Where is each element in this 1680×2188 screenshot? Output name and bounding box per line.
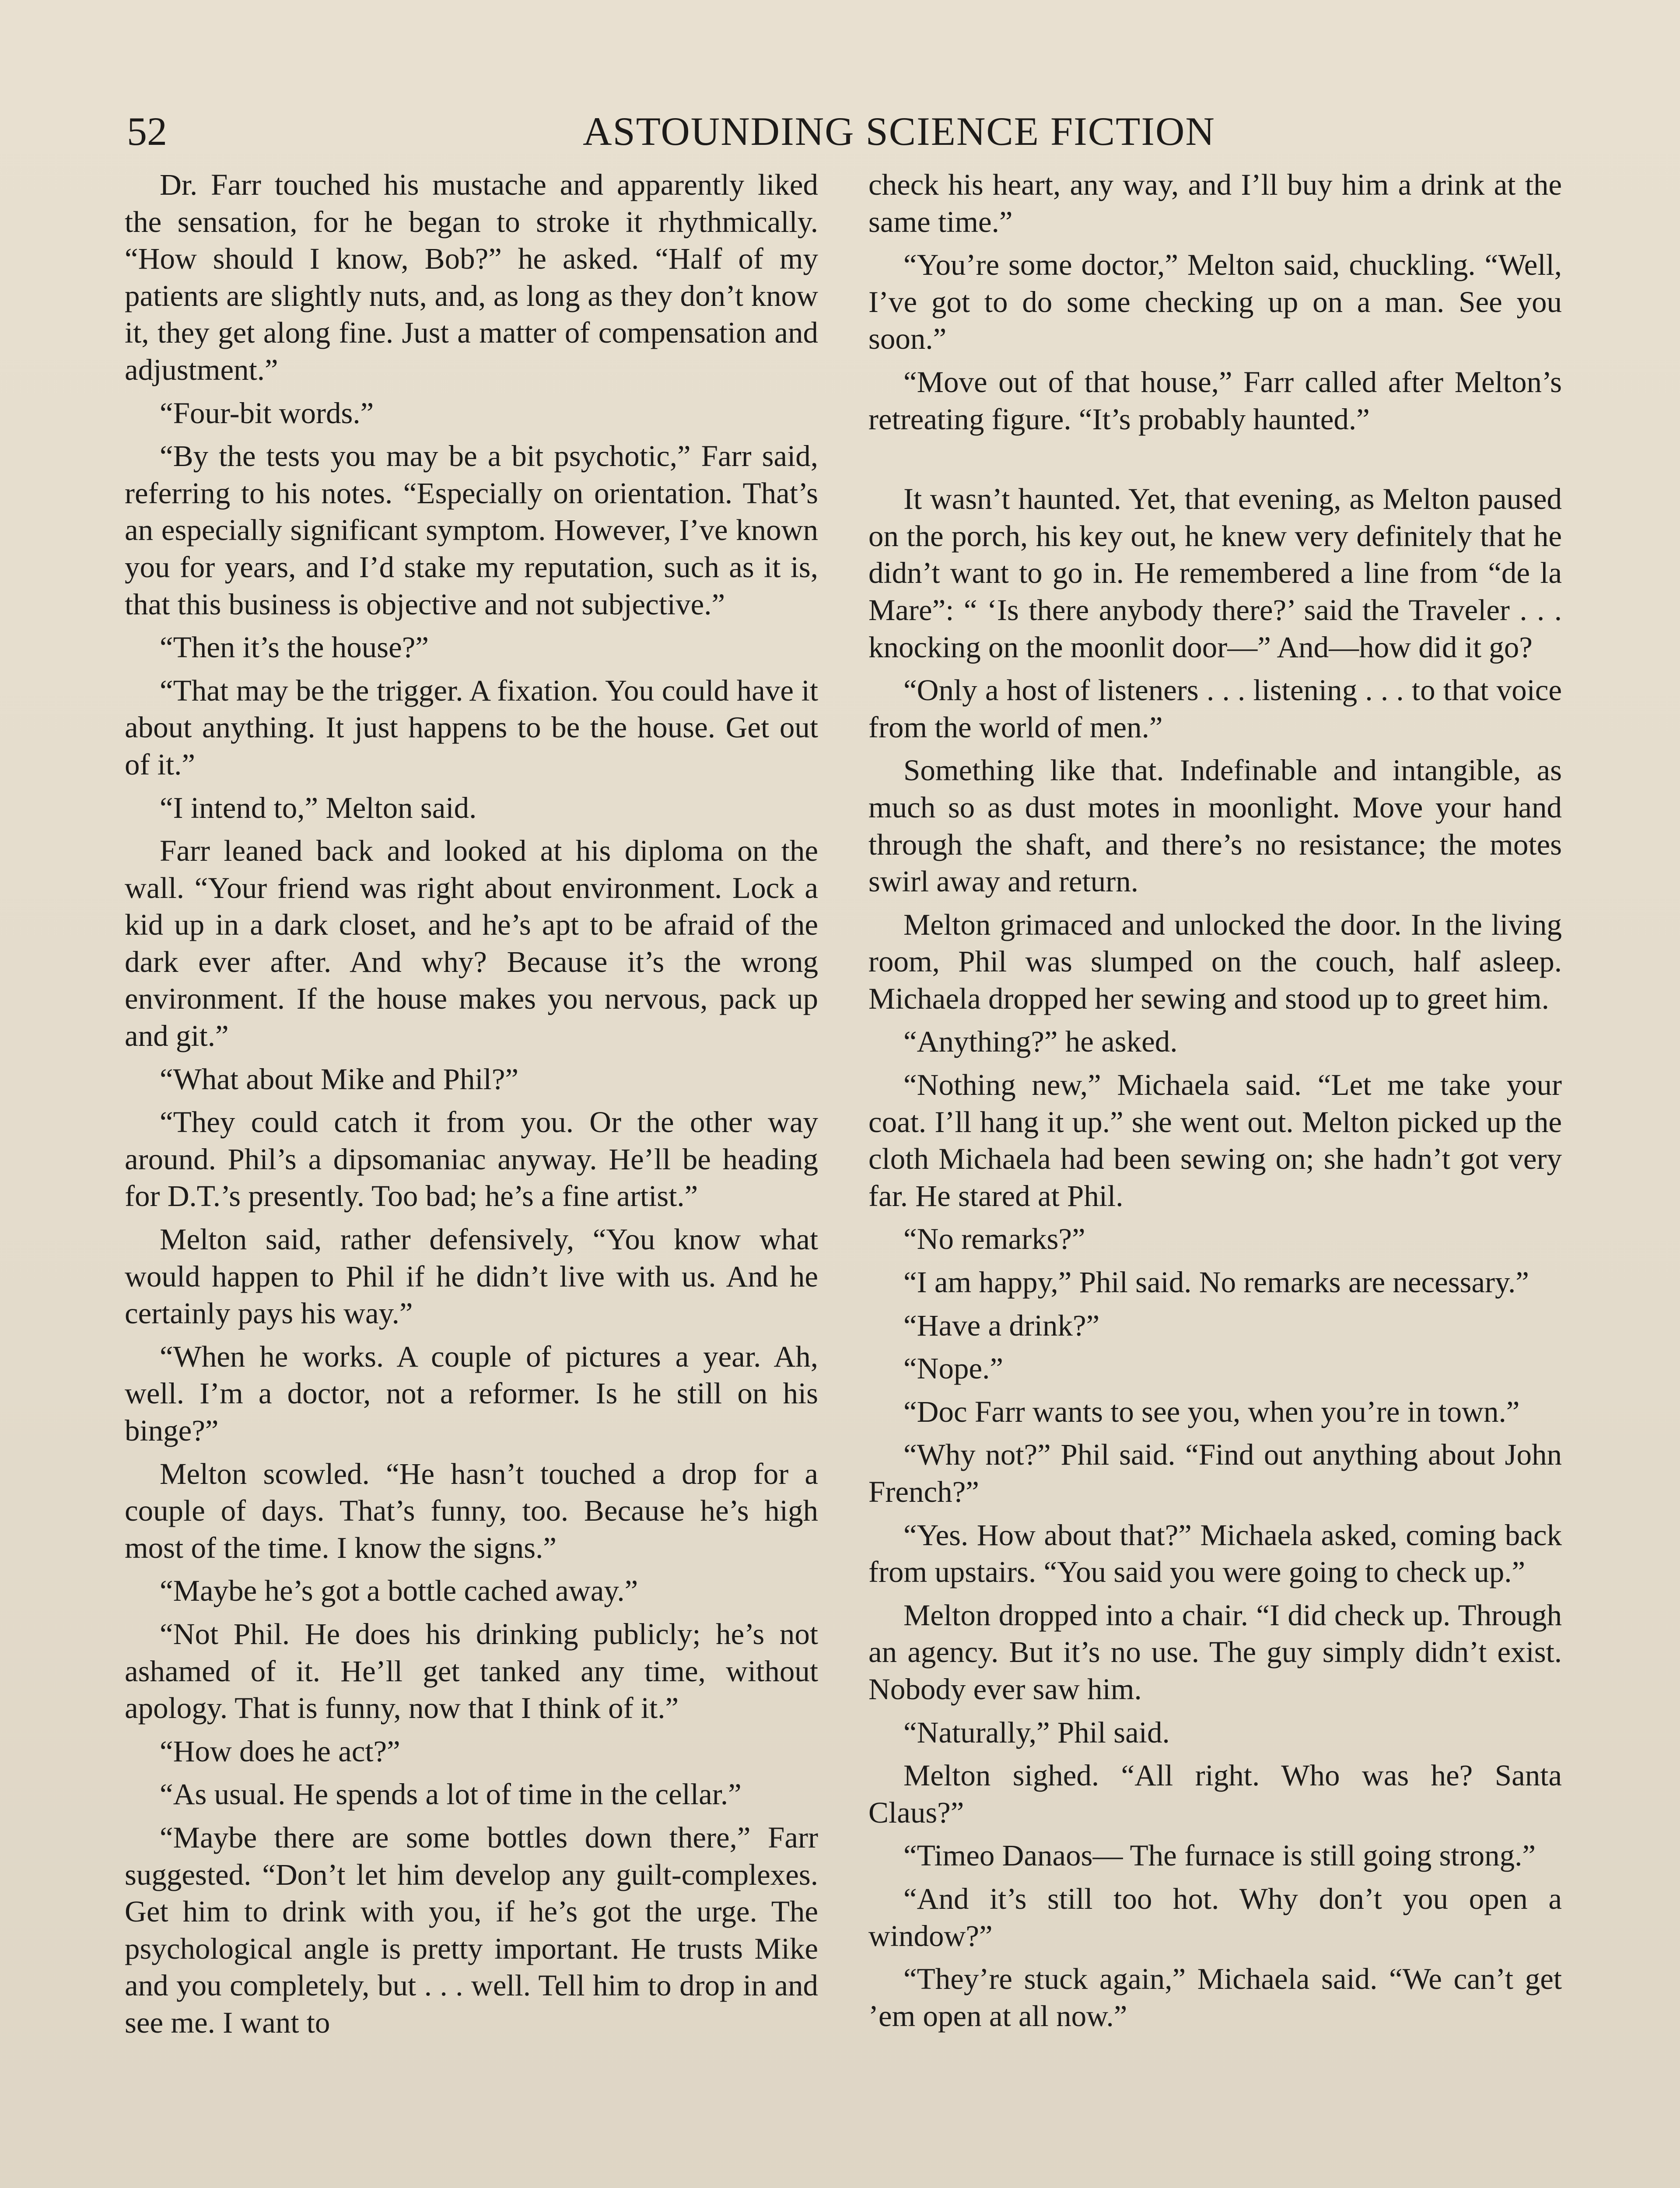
left-column bbox=[125, 166, 818, 2048]
paragraph: “Naturally,” Phil said. bbox=[903, 1715, 1170, 1749]
paragraph: “Maybe he’s got a bottle cached away.” bbox=[160, 1574, 638, 1608]
paragraph: “I intend to,” Melton said. bbox=[160, 791, 477, 824]
paragraph: Melton grimaced and unlocked the door. In the living room, Phil was slumped on the couch, half asleep. Michaela dropped her sewing and stood up to greet him. bbox=[868, 908, 1562, 1015]
paragraph: “How does he act?” bbox=[160, 1734, 400, 1768]
paragraph: “They’re stuck again,” Michaela said. “We can’t get ’em open at all now.” bbox=[868, 1962, 1562, 2033]
paragraph: “Yes. How about that?” Michaela asked, coming back from upstairs. “You said you were going to check up.” bbox=[868, 1518, 1562, 1589]
paragraph: “I am happy,” Phil said. No remarks are necessary.” bbox=[903, 1266, 1529, 1299]
paragraph: Melton sighed. “All right. Who was he? Santa Claus?” bbox=[868, 1759, 1562, 1829]
paragraph: “Only a host of listeners . . . listening . . . to that voice from the world of men.” bbox=[868, 673, 1562, 744]
paragraph: “Nothing new,” Michaela said. “Let me take your coat. I’ll hang it up.” she went out. Melton picked up the cloth Michaela had been sewing on; she hadn’t got very far. He stared at Phil. bbox=[868, 1068, 1562, 1213]
paragraph: Dr. Farr touched his mustache and apparently liked the sensation, for he began to stroke it rhythmically. “How should I know, Bob?” he asked. “Half of my patients are slightly nuts, and, as long as they don’t know it, they get along fine. Just a matter of compensation and adjustment.” bbox=[125, 168, 818, 386]
paragraph: check his heart, any way, and I’ll buy him a drink at the same time.” bbox=[868, 168, 1562, 238]
paragraph: “Why not?” Phil said. “Find out anything about John French?” bbox=[868, 1438, 1562, 1508]
paragraph: “Doc Farr wants to see you, when you’re in town.” bbox=[903, 1395, 1520, 1428]
paragraph: “You’re some doctor,” Melton said, chuckling. “Well, I’ve got to do some checking up on a man. See you soon.” bbox=[868, 248, 1562, 356]
magazine-title: ASTOUNDING SCIENCE FICTION bbox=[583, 109, 1215, 154]
paragraph: “Have a drink?” bbox=[903, 1308, 1100, 1342]
paragraph: Farr leaned back and looked at his diploma on the wall. “Your friend was right about environment. Lock a kid up in a dark closet, and he’s apt to be afraid of the dark ever after. And why? Because it’s the wrong environment. If the house makes you nervous, pack up and git.” bbox=[125, 834, 818, 1053]
paragraph: “Not Phil. He does his drinking publicly; he’s not ashamed of it. He’ll get tanked any time, without apology. That is funny, now that I think of it.” bbox=[125, 1617, 818, 1725]
paragraph: “Four-bit words.” bbox=[160, 396, 374, 430]
paragraph: “What about Mike and Phil?” bbox=[160, 1062, 519, 1096]
paragraph: “Timeo Danaos— The furnace is still going strong.” bbox=[903, 1839, 1536, 1872]
paragraph: “Then it’s the house?” bbox=[160, 631, 429, 664]
paragraph: Melton said, rather defensively, “You know what would happen to Phil if he didn’t live with us. And he certainly pays his way.” bbox=[125, 1223, 818, 1330]
paragraph: Melton scowled. “He hasn’t touched a drop for a couple of days. That’s funny, too. Because he’s high most of the time. I know the signs.” bbox=[125, 1457, 818, 1564]
paragraph: “Nope.” bbox=[903, 1352, 1003, 1385]
paragraph: Melton dropped into a chair. “I did check up. Through an agency. But it’s no use. The guy simply didn’t exist. Nobody ever saw him. bbox=[868, 1598, 1562, 1706]
paragraph: “No remarks?” bbox=[903, 1222, 1085, 1256]
page-number: 52 bbox=[127, 109, 167, 154]
paragraph: “When he works. A couple of pictures a year. Ah, well. I’m a doctor, not a reformer. Is he still on his binge?” bbox=[125, 1339, 818, 1447]
paragraph: “By the tests you may be a bit psychotic,” Farr said, referring to his notes. “Especially on orientation. That’s an especially significant symptom. However, I’ve known you for years, and I’d stake my reputation, such as it is, that this business is objective and not subjective.” bbox=[125, 439, 818, 621]
paragraph: “Anything?” he asked. bbox=[903, 1025, 1178, 1059]
paragraph: “They could catch it from you. Or the other way around. Phil’s a dipsomaniac anyway. He’ll be heading for D.T.’s presently. Too bad; he’s a fine artist.” bbox=[125, 1105, 818, 1213]
paragraph: “Maybe there are some bottles down there,” Farr suggested. “Don’t let him develop any guilt-complexes. Get him to drink with you, if he’s got the urge. The psychological angle is pretty important. He trusts Mike and you completely, but . . . well. Tell him to drop in and see me. I want to bbox=[125, 1820, 818, 2039]
paragraph: It wasn’t haunted. Yet, that evening, as Melton paused on the porch, his key out, he knew very definitely that he didn’t want to go in. He remembered a line from “de la Mare”: “ ‘Is there anybody there?’ said the Traveler . . . knocking on the moonlit door—” And—how did it go? bbox=[868, 482, 1562, 664]
paragraph: “Move out of that house,” Farr called after Melton’s retreating figure. “It’s probably haunted.” bbox=[868, 365, 1562, 436]
paragraph: “As usual. He spends a lot of time in the cellar.” bbox=[160, 1778, 742, 1811]
right-column bbox=[868, 166, 1562, 2041]
page-header bbox=[127, 105, 1632, 158]
paragraph: “And it’s still too hot. Why don’t you open a window?” bbox=[868, 1882, 1562, 1953]
paragraph: “That may be the trigger. A fixation. You could have it about anything. It just happens to be the house. Get out of it.” bbox=[125, 673, 818, 781]
paragraph: Something like that. Indefinable and intangible, as much so as dust motes in moonlight. Move your hand through the shaft, and there’s no resistance; the motes swirl away and return. bbox=[868, 754, 1562, 898]
